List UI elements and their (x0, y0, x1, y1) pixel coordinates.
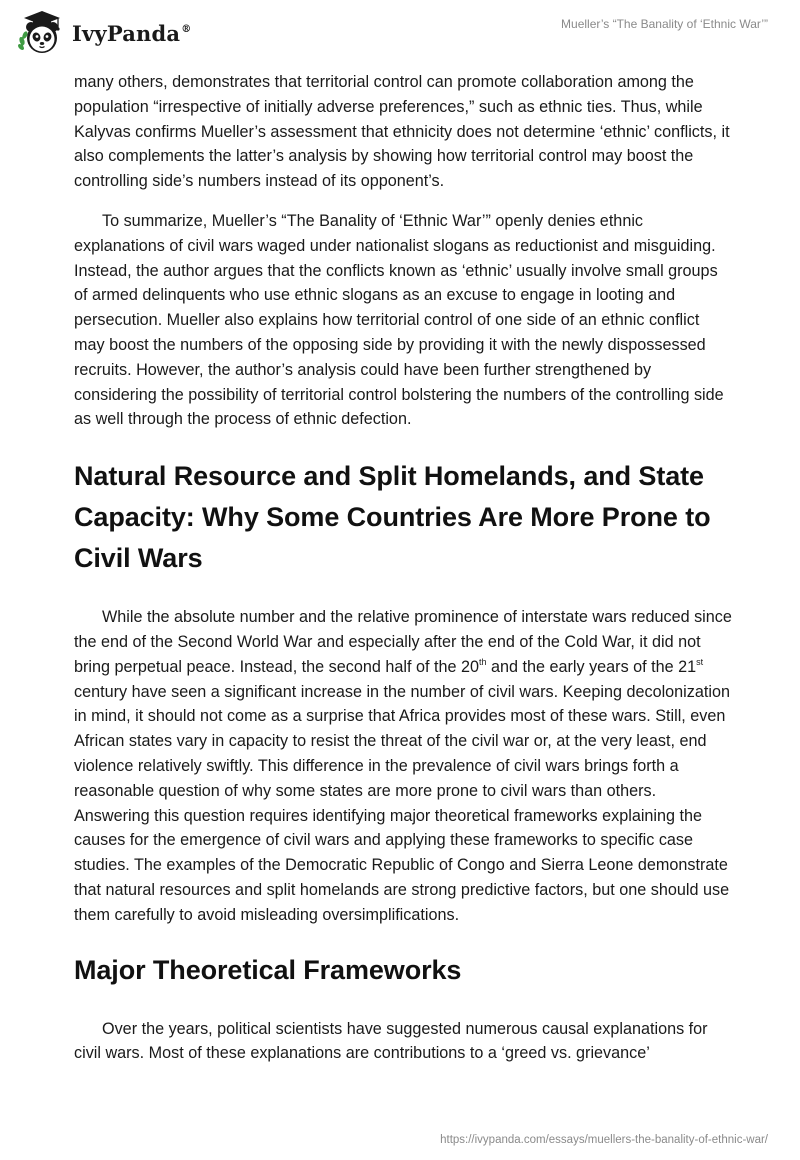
section-heading-natural-resources: Natural Resource and Split Homelands, and State Capacity: Why Some Countries Are More Prone to Civil Wars (74, 461, 711, 574)
page-header (0, 0, 800, 64)
paragraph-introduction: While the absolute number and the relative prominence of interstate wars reduced since the end of the Second World War and especially after the end of the Cold War, it did not bring perpetual peace. Instead, the second half of the 20th and the early years of the 21st century have seen a significant increase in the number of civil wars. Keeping decolonization in mind, it should not come as a surprise that Africa provides most of these wars. Still, even African states vary in capacity to resist the threat of the civil war or, at the very least, end violence relatively swiftly. This difference in the prevalence of civil wars brings forth a reasonable question of why some states are more prone to civil wars than others. Answering this question requires identifying major theoretical frameworks explaining the causes for the emergence of civil wars and applying these frameworks to specific case studies. The examples of the Democratic Republic of Congo and Sierra Leone demonstrate that natural resources and split homelands are strong predictive factors, but one should use them carefully to avoid misleading oversimplifications. (74, 608, 732, 924)
ordinal-suffix: st (696, 656, 704, 667)
paragraph-frameworks: Over the years, political scientists have suggested numerous causal explanations for civil wars. Most of these explanations are contributions to a ‘greed vs. grievance’ (74, 1019, 708, 1063)
paragraph-summary: To summarize, Mueller’s “The Banality of ‘Ethnic War’” openly denies ethnic explanations of civil wars waged under nationalist slogans as reductionist and misguiding. Instead, the author argues that the conflicts known as ‘ethnic’ usually involve small groups of armed delinquents who use ethnic slogans as an excuse to engage in looting and persecution. Mueller also explains how territorial control of one side of an ethnic conflict may boost the numbers of the opposing side by providing it with the newly dispossessed recruits. However, the author’s analysis could have been further strengthened by considering the possibility of territorial control bolstering the numbers of the controlling side as well through the process of ethnic defection. (74, 211, 724, 429)
ivypanda-logo[interactable] (16, 8, 191, 58)
logo-wordmark: IvyPanda® (72, 20, 192, 46)
source-url[interactable]: https://ivypanda.com/essays/muellers-the-banality-of-ethnic-war/ (440, 1134, 768, 1146)
panda-graduate-icon (16, 8, 66, 58)
registered-mark: ® (181, 23, 192, 35)
ordinal-suffix: th (478, 656, 487, 667)
essay-body (74, 70, 734, 1066)
section-heading-frameworks: Major Theoretical Frameworks (74, 954, 462, 985)
paragraph-continuation: many others, demonstrates that territorial control can promote collaboration among the population “irrespective of initially adverse preferences,” such as ethnic ties. Thus, while Kalyvas confirms Mueller’s assessment that ethnicity does not determine ‘ethnic’ conflicts, it also complements the latter’s analysis by showing how territorial control may boost the controlling side’s numbers instead of its opponent’s. (74, 73, 730, 191)
document-title: Mueller’s “The Banality of ‘Ethnic War’” (561, 17, 768, 31)
